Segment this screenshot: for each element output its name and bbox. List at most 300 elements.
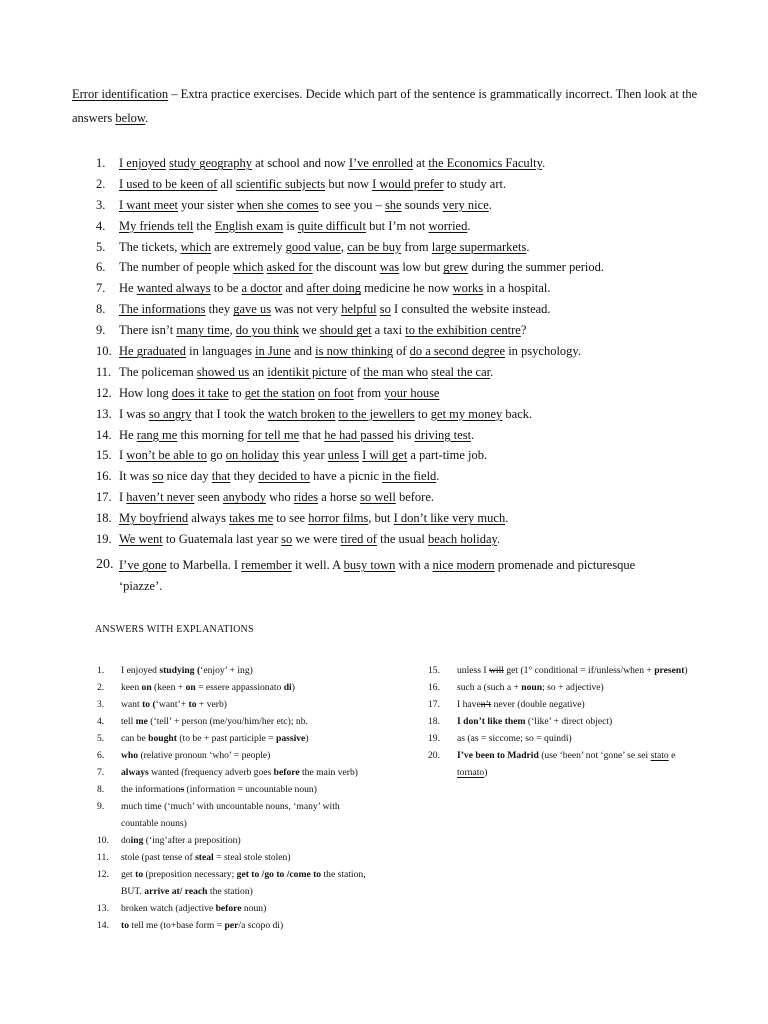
text-segment: but now	[325, 176, 373, 191]
answer-explanation	[97, 866, 377, 900]
text-segment: seen	[194, 490, 223, 505]
answer-explanation	[428, 696, 708, 713]
underlined-segment: so	[281, 532, 293, 547]
text-segment: I was	[119, 406, 149, 421]
underlined-segment: good value	[285, 239, 341, 254]
text-segment: this morning	[177, 427, 248, 442]
answer-item	[428, 747, 708, 781]
answer-item	[428, 696, 708, 713]
instructions-title: Error identification	[72, 87, 169, 101]
answer-explanation	[97, 917, 377, 934]
answer-item	[97, 917, 377, 934]
answer-explanation	[97, 730, 377, 747]
text-segment: There isn’t	[119, 323, 177, 338]
answer-explanation	[97, 713, 377, 730]
underlined-segment: The informations	[119, 302, 206, 317]
answer-number: 16.	[428, 682, 440, 693]
underlined-segment: many time	[176, 323, 230, 338]
exercise-sentence	[119, 555, 679, 597]
answer-item	[428, 679, 708, 696]
underlined-segment: when she comes	[236, 197, 319, 212]
text-segment: with a	[395, 558, 433, 572]
underlined-segment: I’ve enrolled	[348, 156, 414, 170]
text-segment: The number of people	[119, 260, 233, 275]
exercise-number: 9.	[96, 323, 106, 338]
text-segment: = essere appassionato	[195, 682, 284, 693]
text-segment: (to be + past participle =	[176, 733, 276, 744]
underlined-segment: I want meet	[119, 197, 179, 212]
answer-explanation	[97, 832, 377, 849]
text-segment: go	[206, 448, 226, 463]
text-segment: (use ‘been’ not ‘gone’ se sei	[538, 750, 651, 761]
answer-number: 7.	[97, 767, 105, 778]
text-segment: .	[505, 511, 509, 526]
exercise-item	[96, 445, 696, 466]
text-segment: medicine he now	[360, 281, 453, 296]
text-segment: He	[119, 281, 137, 296]
underlined-segment: rang me	[136, 427, 178, 442]
answer-explanation	[97, 798, 377, 832]
underlined-segment: on holiday	[225, 448, 279, 463]
text-segment: ; so + adjective)	[542, 682, 604, 693]
text-segment: they	[230, 469, 259, 484]
underlined-segment: horror films	[308, 511, 369, 526]
text-segment: wanted (frequency adverb goes	[148, 767, 274, 778]
text-segment: such a (such a +	[457, 682, 522, 693]
underlined-segment: I’ve gone	[119, 558, 167, 572]
text-segment: (‘like’ + direct object)	[525, 716, 613, 727]
text-segment: /a scopo di)	[238, 920, 284, 931]
text-segment: keen	[121, 682, 142, 693]
exercise-item	[96, 362, 696, 383]
underlined-segment: steal the car	[431, 364, 491, 379]
answer-number: 10.	[97, 835, 109, 846]
exercise-item	[96, 257, 696, 278]
bold-segment: steal	[195, 852, 214, 863]
struck-segment: will	[488, 665, 504, 676]
answer-explanation	[97, 696, 377, 713]
answer-number: 5.	[97, 733, 105, 744]
bold-segment: before	[273, 767, 300, 778]
text-segment: never (double negative)	[491, 699, 585, 710]
answer-number: 1.	[97, 665, 105, 676]
exercise-item	[96, 237, 696, 258]
answer-number: 4.	[97, 716, 105, 727]
exercise-sentence	[119, 299, 551, 320]
underlined-segment: haven’t never	[126, 490, 195, 505]
text-segment: to see you –	[318, 197, 385, 212]
answer-number: 8.	[97, 784, 105, 795]
answer-number: 6.	[97, 750, 105, 761]
answer-number: 20.	[428, 750, 440, 761]
underlined-segment: so angry	[148, 406, 192, 421]
exercise-sentence	[119, 153, 545, 174]
text-segment: (‘ing’after a preposition)	[143, 835, 241, 846]
underlined-segment: the man who	[363, 364, 428, 379]
exercise-item	[96, 320, 696, 341]
answer-item	[428, 713, 708, 730]
exercise-item	[96, 466, 696, 487]
underlined-segment: My boyfriend	[119, 511, 189, 526]
exercise-number: 11.	[96, 364, 112, 379]
bold-segment: noun	[521, 682, 543, 693]
bold-segment: me	[135, 716, 148, 727]
underlined-segment: asked for	[266, 260, 313, 275]
answer-explanation	[97, 849, 377, 866]
answer-item	[97, 798, 377, 832]
underlined-segment: I would prefer	[372, 176, 444, 191]
text-segment: much time (‘much’ with uncountable nouns, ‘many’ with countable nouns)	[121, 801, 340, 829]
exercise-item	[96, 153, 696, 174]
underlined-segment: is now thinking	[315, 344, 393, 359]
underlined-segment: a doctor	[241, 281, 283, 296]
text-segment: tell	[121, 716, 136, 727]
text-segment: He	[119, 427, 137, 442]
text-segment: , but	[368, 511, 394, 526]
exercise-sentence	[119, 278, 551, 299]
text-segment: as (as = siccome; so = quindi)	[457, 733, 572, 744]
text-segment: I	[119, 490, 127, 505]
underlined-segment: stato	[650, 750, 669, 761]
answer-number: 17.	[428, 699, 440, 710]
text-segment: of	[346, 364, 364, 379]
text-segment: are extremely	[211, 239, 286, 254]
exercise-item	[96, 299, 696, 320]
exercise-number: 19.	[96, 532, 112, 547]
text-segment: of	[392, 344, 410, 359]
text-segment: the main verb)	[299, 767, 358, 778]
answer-explanation	[428, 713, 708, 730]
underlined-segment: to the jewellers	[338, 406, 415, 421]
text-segment: promenade and picturesque ‘piazze’.	[119, 558, 636, 593]
text-segment: that I took the	[191, 406, 268, 421]
text-segment: the usual	[376, 532, 429, 547]
exercise-sentence	[119, 466, 439, 487]
text-segment: do	[121, 835, 131, 846]
text-segment: the	[193, 218, 215, 233]
exercise-item	[96, 508, 696, 529]
bold-segment: arrive at/ reach	[144, 886, 208, 897]
answer-item	[97, 730, 377, 747]
text-segment: can be	[121, 733, 149, 744]
answer-explanation	[97, 662, 377, 679]
answer-item	[97, 747, 377, 764]
text-segment: How long	[119, 385, 172, 400]
text-segment: always	[188, 511, 230, 526]
text-segment: a part-time job.	[407, 448, 488, 463]
exercise-sentence	[119, 487, 434, 508]
text-segment: ?	[520, 323, 527, 338]
struck-segment: n’t	[480, 699, 492, 710]
exercise-number: 15.	[96, 448, 112, 463]
text-segment: to	[228, 385, 245, 400]
text-segment: have a picnic	[309, 469, 383, 484]
text-segment: want	[121, 699, 143, 710]
underlined-segment: scientific subjects	[236, 176, 326, 191]
text-segment: and	[290, 344, 316, 359]
exercise-item	[96, 195, 696, 216]
answer-explanation	[428, 662, 708, 679]
answer-item	[97, 713, 377, 730]
answers-heading: ANSWERS WITH EXPLANATIONS	[95, 624, 254, 635]
underlined-segment: I enjoyed	[119, 156, 166, 170]
underlined-segment: I will get	[362, 448, 408, 463]
text-segment: The policeman	[119, 364, 197, 379]
exercise-sentence	[119, 445, 487, 466]
bold-segment: get to /go to /come to	[236, 869, 322, 880]
text-segment: unless I	[457, 665, 489, 676]
answer-item	[97, 849, 377, 866]
underlined-segment: he had passed	[324, 427, 394, 442]
instructions-below: below	[115, 111, 146, 125]
exercise-number: 7.	[96, 281, 106, 296]
underlined-segment: was	[379, 260, 400, 275]
answer-explanation	[97, 679, 377, 696]
text-segment: )	[291, 682, 295, 693]
text-segment: The tickets,	[119, 239, 181, 254]
underlined-segment: in June	[255, 344, 291, 359]
text-segment: at school and now	[251, 156, 349, 170]
bold-segment: present	[654, 665, 685, 676]
exercise-item	[96, 529, 696, 550]
exercise-sentence	[119, 341, 581, 362]
answer-explanation	[97, 747, 377, 764]
underlined-segment: your house	[384, 385, 440, 400]
text-segment: to see	[273, 511, 309, 526]
underlined-segment: I don’t like very much	[393, 511, 506, 526]
exercise-item	[96, 487, 696, 508]
answer-number: 2.	[97, 682, 105, 693]
answer-number: 18.	[428, 716, 440, 727]
underlined-segment: identikit picture	[267, 364, 347, 379]
underlined-segment: for tell me	[247, 427, 300, 442]
text-segment: was not very	[271, 302, 342, 317]
text-segment: that	[299, 427, 325, 442]
text-segment: .	[526, 239, 530, 254]
text-segment: I	[119, 448, 127, 463]
underlined-segment: gave us	[233, 302, 272, 317]
exercise-item	[96, 216, 696, 237]
exercise-number: 18.	[96, 511, 112, 526]
text-segment: back.	[502, 406, 533, 421]
underlined-segment: which	[232, 260, 264, 275]
bold-segment: I don’t like them	[457, 716, 526, 727]
text-segment: before.	[395, 490, 434, 505]
bold-segment: passive	[275, 733, 306, 744]
text-segment: an	[249, 364, 268, 379]
text-segment: I have	[457, 699, 481, 710]
text-segment: sounds	[401, 197, 443, 212]
text-segment: e	[668, 750, 676, 761]
text-segment: we	[298, 323, 320, 338]
answer-item	[428, 730, 708, 747]
answer-item	[428, 662, 708, 679]
answer-explanation	[428, 730, 708, 747]
exercise-number: 10.	[96, 344, 112, 359]
underlined-segment: the Economics Faculty	[428, 156, 543, 170]
text-segment: .	[490, 364, 494, 379]
answer-item	[97, 832, 377, 849]
underlined-segment: anybody	[222, 490, 266, 505]
exercise-list	[96, 153, 696, 550]
exercise-sentence	[119, 174, 506, 195]
underlined-segment: does it take	[171, 385, 229, 400]
underlined-segment: won’t be able to	[126, 448, 207, 463]
underlined-segment: watch broken	[267, 406, 336, 421]
text-segment: I enjoyed	[121, 665, 160, 676]
exercise-sentence	[119, 383, 439, 404]
bold-segment: studying (	[159, 665, 201, 676]
underlined-segment: large supermarkets	[431, 239, 527, 254]
text-segment: + verb)	[196, 699, 227, 710]
bold-segment: di	[283, 682, 292, 693]
underlined-segment: she	[384, 197, 402, 212]
answer-item	[97, 866, 377, 900]
underlined-segment: I used to be	[119, 176, 181, 191]
underlined-segment: in the field	[382, 469, 437, 484]
text-segment: I consulted the website instead.	[390, 302, 551, 317]
underlined-segment: so	[379, 302, 391, 317]
exercise-number: 4.	[96, 218, 106, 233]
text-segment: is	[283, 218, 298, 233]
underlined-segment: get the station	[244, 385, 315, 400]
exercise-number: 12.	[96, 385, 112, 400]
text-segment: they	[205, 302, 234, 317]
exercise-number: 8.	[96, 302, 106, 317]
bold-segment: on	[141, 682, 152, 693]
underlined-segment: unless	[327, 448, 360, 463]
text-segment: and	[282, 281, 307, 296]
text-segment: his	[393, 427, 415, 442]
text-segment: get (1° conditional = if/unless/when +	[503, 665, 655, 676]
text-segment: ‘enjoy’ + ing)	[200, 665, 253, 676]
exercise-sentence	[119, 425, 474, 446]
underlined-segment: driving test	[414, 427, 472, 442]
bold-segment: who	[121, 750, 139, 761]
answer-number: 12.	[97, 869, 109, 880]
underlined-segment: helpful	[341, 302, 377, 317]
underlined-segment: should get	[319, 323, 372, 338]
underlined-segment: after doing	[306, 281, 361, 296]
text-segment: this year	[278, 448, 328, 463]
text-segment: (relative pronoun ‘who’ = people)	[138, 750, 271, 761]
bold-segment: to	[135, 869, 144, 880]
text-segment: at	[413, 156, 429, 170]
text-segment: the discount	[312, 260, 380, 275]
text-segment: )	[484, 767, 488, 778]
exercise-sentence	[119, 508, 508, 529]
bold-segment: before	[215, 903, 242, 914]
text-segment: a taxi	[371, 323, 406, 338]
answer-explanation	[97, 781, 377, 798]
bold-segment: to	[121, 920, 129, 931]
text-segment: = steal stole stolen)	[213, 852, 291, 863]
text-segment: .	[542, 156, 546, 170]
text-segment: the station)	[207, 886, 253, 897]
answers-list-right	[428, 662, 708, 781]
underlined-segment: remember	[241, 558, 292, 572]
exercise-sentence	[119, 404, 532, 425]
text-segment: )	[305, 733, 309, 744]
underlined-segment: very nice	[442, 197, 489, 212]
bold-segment: I’ve been to Madrid	[457, 750, 539, 761]
answer-item	[97, 900, 377, 917]
exercise-sentence	[119, 362, 493, 383]
text-segment: ,	[229, 323, 236, 338]
text-segment: from	[401, 239, 432, 254]
bold-segment: to	[188, 699, 197, 710]
underlined-segment: My friends tell	[119, 218, 194, 233]
exercise-item	[96, 341, 696, 362]
underlined-segment: tornato	[457, 767, 485, 778]
text-segment: we were	[292, 532, 341, 547]
exercise-sentence	[119, 257, 604, 278]
text-segment: (information = uncountable noun)	[184, 784, 317, 795]
text-segment: It was	[119, 469, 153, 484]
instructions-end: .	[145, 111, 149, 125]
underlined-segment: works	[452, 281, 484, 296]
text-segment: ,	[340, 239, 348, 254]
underlined-segment: that	[211, 469, 231, 484]
underlined-segment: do a second degree	[409, 344, 506, 359]
underlined-segment: wanted always	[136, 281, 211, 296]
struck-segment: s	[180, 784, 185, 795]
underlined-segment: to the exhibition centre	[405, 323, 521, 338]
exercise-sentence	[119, 195, 492, 216]
answer-item	[97, 781, 377, 798]
answer-number: 9.	[97, 801, 105, 812]
underlined-segment: on foot	[317, 385, 354, 400]
exercise-number: 16.	[96, 469, 112, 484]
exercise-number: 3.	[96, 197, 106, 212]
text-segment: the station, BUT.	[121, 869, 366, 897]
text-segment: your sister	[178, 197, 237, 212]
underlined-segment: get my money	[430, 406, 503, 421]
exercise-item	[96, 278, 696, 299]
text-segment: ‘want’+	[155, 699, 189, 710]
underlined-segment: which	[180, 239, 212, 254]
text-segment: .	[467, 218, 471, 233]
exercise-number: 20.	[96, 557, 114, 572]
text-segment: (keen +	[151, 682, 186, 693]
exercise-item	[96, 174, 696, 195]
text-segment: but I’m not	[365, 218, 429, 233]
exercise-sentence	[119, 237, 529, 258]
text-segment: .	[471, 427, 475, 442]
text-segment: nice day	[163, 469, 212, 484]
exercise-item	[96, 425, 696, 446]
text-segment: tell me (to+base form =	[129, 920, 225, 931]
bold-segment: bought	[148, 733, 177, 744]
bold-segment: ing	[130, 835, 144, 846]
underlined-segment: tired of	[340, 532, 377, 547]
answer-item	[97, 696, 377, 713]
instructions-text: – Extra practice exercises. Decide which part of the sentence is grammatically incorrect. Then look at the answers	[72, 87, 698, 125]
exercise-number: 2.	[96, 176, 106, 191]
exercise-sentence	[119, 529, 500, 550]
underlined-segment: busy town	[343, 558, 396, 572]
text-segment: )	[684, 665, 688, 676]
answer-number: 13.	[97, 903, 109, 914]
underlined-segment: so	[152, 469, 164, 484]
underlined-segment: He graduated	[119, 344, 186, 359]
answer-explanation	[428, 679, 708, 696]
text-segment: in a hospital.	[483, 281, 551, 296]
text-segment: stole (past tense of	[121, 852, 196, 863]
underlined-segment: rides	[293, 490, 319, 505]
answer-number: 19.	[428, 733, 440, 744]
answer-item	[97, 764, 377, 781]
